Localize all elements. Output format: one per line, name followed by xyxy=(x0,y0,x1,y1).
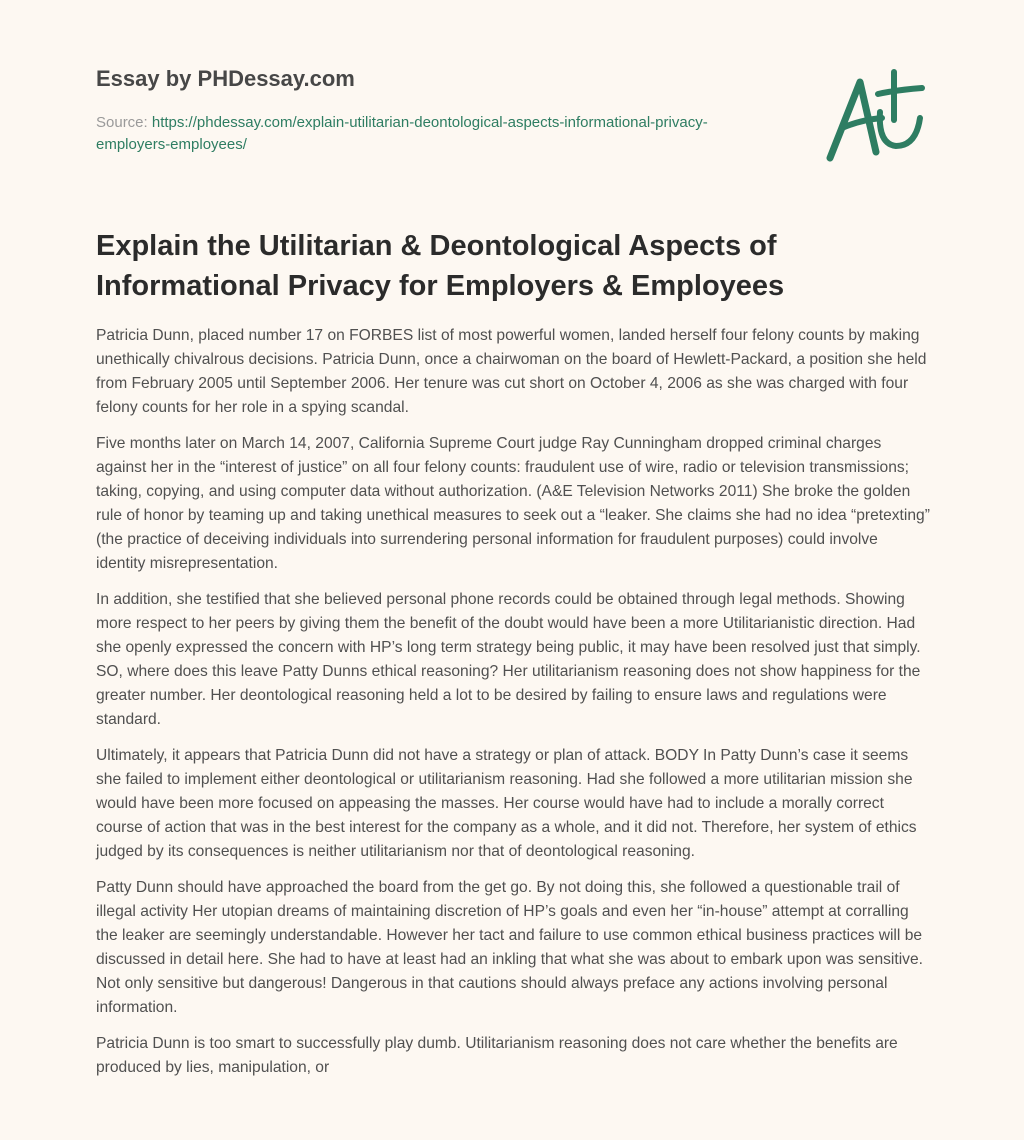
source-link[interactable]: https://phdessay.com/explain-utilitarian-deontological-aspects-informational-privacy-employers-employees/ xyxy=(96,114,708,153)
essay-paragraph: Five months later on March 14, 2007, California Supreme Court judge Ray Cunningham dropped criminal charges against her in the “interest of justice” on all four felony counts: fraudulent use of wire, radio or television transmissions; taking, copying, and using computer data without authorization. (A&E Television Networks 2011) She broke the golden rule of honor by teaming up and taking unethical measures to seek out a “leaker. She claims she had no idea “pretexting” (the practice of deceiving individuals into surrendering personal information for fraudulent purposes) could involve identity misrepresentation. xyxy=(96,435,930,572)
essay-paragraph: Patricia Dunn is too smart to successfully play dumb. Utilitarianism reasoning does not care whether the benefits are produced by lies, manipulation, or xyxy=(96,1035,898,1076)
essay-paragraph: In addition, she testified that she believed personal phone records could be obtained through legal methods. Showing more respect to her peers by giving them the benefit of the doubt would have been a more Utilitarianistic direction. Had she openly expressed the concern with HP’s long term strategy being public, it may have been resolved just that simply. SO, where does this leave Patty Dunns ethical reasoning? Her utilitarianism reasoning does not show happiness for the greater number. Her deontological reasoning held a lot to be desired by failing to ensure laws and regulations were standard. xyxy=(96,591,921,728)
essay-paragraph: Patty Dunn should have approached the board from the get go. By not doing this, she followed a questionable trail of illegal activity Her utopian dreams of maintaining discretion of HP’s goals and even her “in-house” attempt at corralling the leaker are seemingly understandable. However her tact and failure to use common ethical business practices will be discussed in detail here. She had to have at least had an inkling that what she was about to embark upon was sensitive. Not only sensitive but dangerous! Dangerous in that cautions should always preface any actions involving personal information. xyxy=(96,879,923,1016)
essay-paragraph: Patricia Dunn, placed number 17 on FORBES list of most powerful women, landed herself four felony counts by making unethically chivalrous decisions. Patricia Dunn, once a chairwoman on the board of Hewlett-Packard, a position she held from February 2005 until September 2006. Her tenure was cut short on October 4, 2006 as she was charged with four felony counts for her role in a spying scandal. xyxy=(96,327,927,416)
essay-body xyxy=(96,324,930,1092)
essay-title: Explain the Utilitarian & Deontological Aspects of Informational Privacy for Employers & Employees xyxy=(96,230,785,302)
source-line xyxy=(96,112,776,156)
source-label: Source: xyxy=(96,114,148,131)
site-brand: Essay by PHDessay.com xyxy=(96,66,355,91)
essay-paragraph: Ultimately, it appears that Patricia Dunn did not have a strategy or plan of attack. BODY In Patty Dunn’s case it seems she failed to implement either deontological or utilitarianism reasoning. Had she followed a more utilitarian mission she would have been more focused on appeasing the masses. Her course would have had to include a morally correct course of action that was in the best interest for the company as a whole, and it did not. Therefore, her system of ethics judged by its consequences is neither utilitarianism nor that of deontological reasoning. xyxy=(96,747,917,860)
a-plus-logo-icon xyxy=(820,68,930,168)
